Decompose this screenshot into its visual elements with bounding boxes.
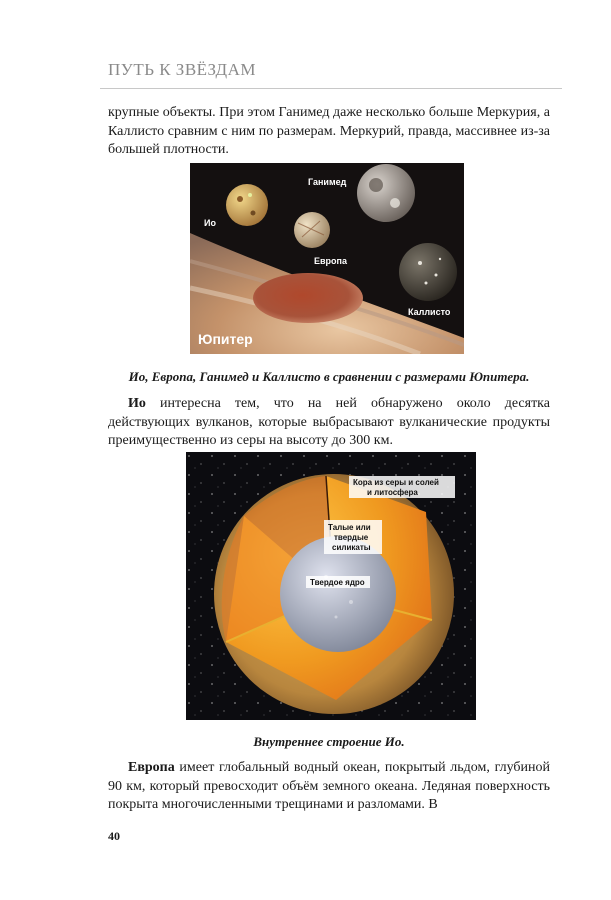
page-number: 40	[108, 829, 120, 843]
caption-1: Ио, Европа, Ганимед и Каллисто в сравнении с размерами Юпитера.	[128, 369, 530, 384]
label-callisto: Каллисто	[408, 307, 451, 317]
figure-io-structure	[186, 452, 476, 720]
moons-illustration	[190, 163, 464, 354]
paragraph-2-text: интересна тем, что на ней обнаружено около десятка действующих вулканов, которые выбрасывают вулканические продукты преимущественно из серы на высоту до 300 км.	[108, 396, 550, 448]
io-moon	[226, 184, 268, 226]
label-mantle-line2: твердые	[334, 533, 369, 542]
label-jupiter: Юпитер	[198, 331, 253, 347]
paragraph-2-lead: Ио	[128, 396, 146, 411]
paragraph-2	[108, 395, 550, 451]
label-europa: Европа	[314, 256, 347, 266]
label-ganymede: Ганимед	[308, 177, 347, 187]
label-crust-line2: и литосфера	[367, 488, 418, 497]
io-structure-illustration	[186, 452, 476, 720]
paragraph-3	[108, 759, 550, 815]
callisto-moon	[399, 243, 457, 301]
header-rule	[100, 88, 562, 89]
label-core: Твердое ядро	[310, 578, 365, 587]
caption-2: Внутреннее строение Ио.	[253, 734, 405, 749]
paragraph-3-text: имеет глобальный водный океан, покрытый льдом, глубиной 90 км, который превосходит объём земного океана. Ледяная поверхность покрыта многочисленными трещинами и разломами. В	[108, 760, 550, 812]
paragraph-1: крупные объекты. При этом Ганимед даже несколько больше Меркурия, а Каллисто сравним с ним по размерам. Меркурий, правда, массивнее из-за большей плотности.	[108, 105, 550, 157]
label-mantle-line3: силикаты	[332, 543, 371, 552]
great-red-spot	[253, 273, 363, 323]
label-io: Ио	[204, 218, 216, 228]
label-mantle-line1: Талые или	[328, 523, 371, 532]
figure-galilean-moons	[190, 163, 464, 354]
paragraph-3-lead: Европа	[128, 760, 175, 775]
label-crust-line1: Кора из серы и солей	[353, 478, 439, 487]
page-header-title: ПУТЬ К ЗВЁЗДАМ	[108, 60, 257, 79]
ganymede-moon	[357, 164, 415, 222]
